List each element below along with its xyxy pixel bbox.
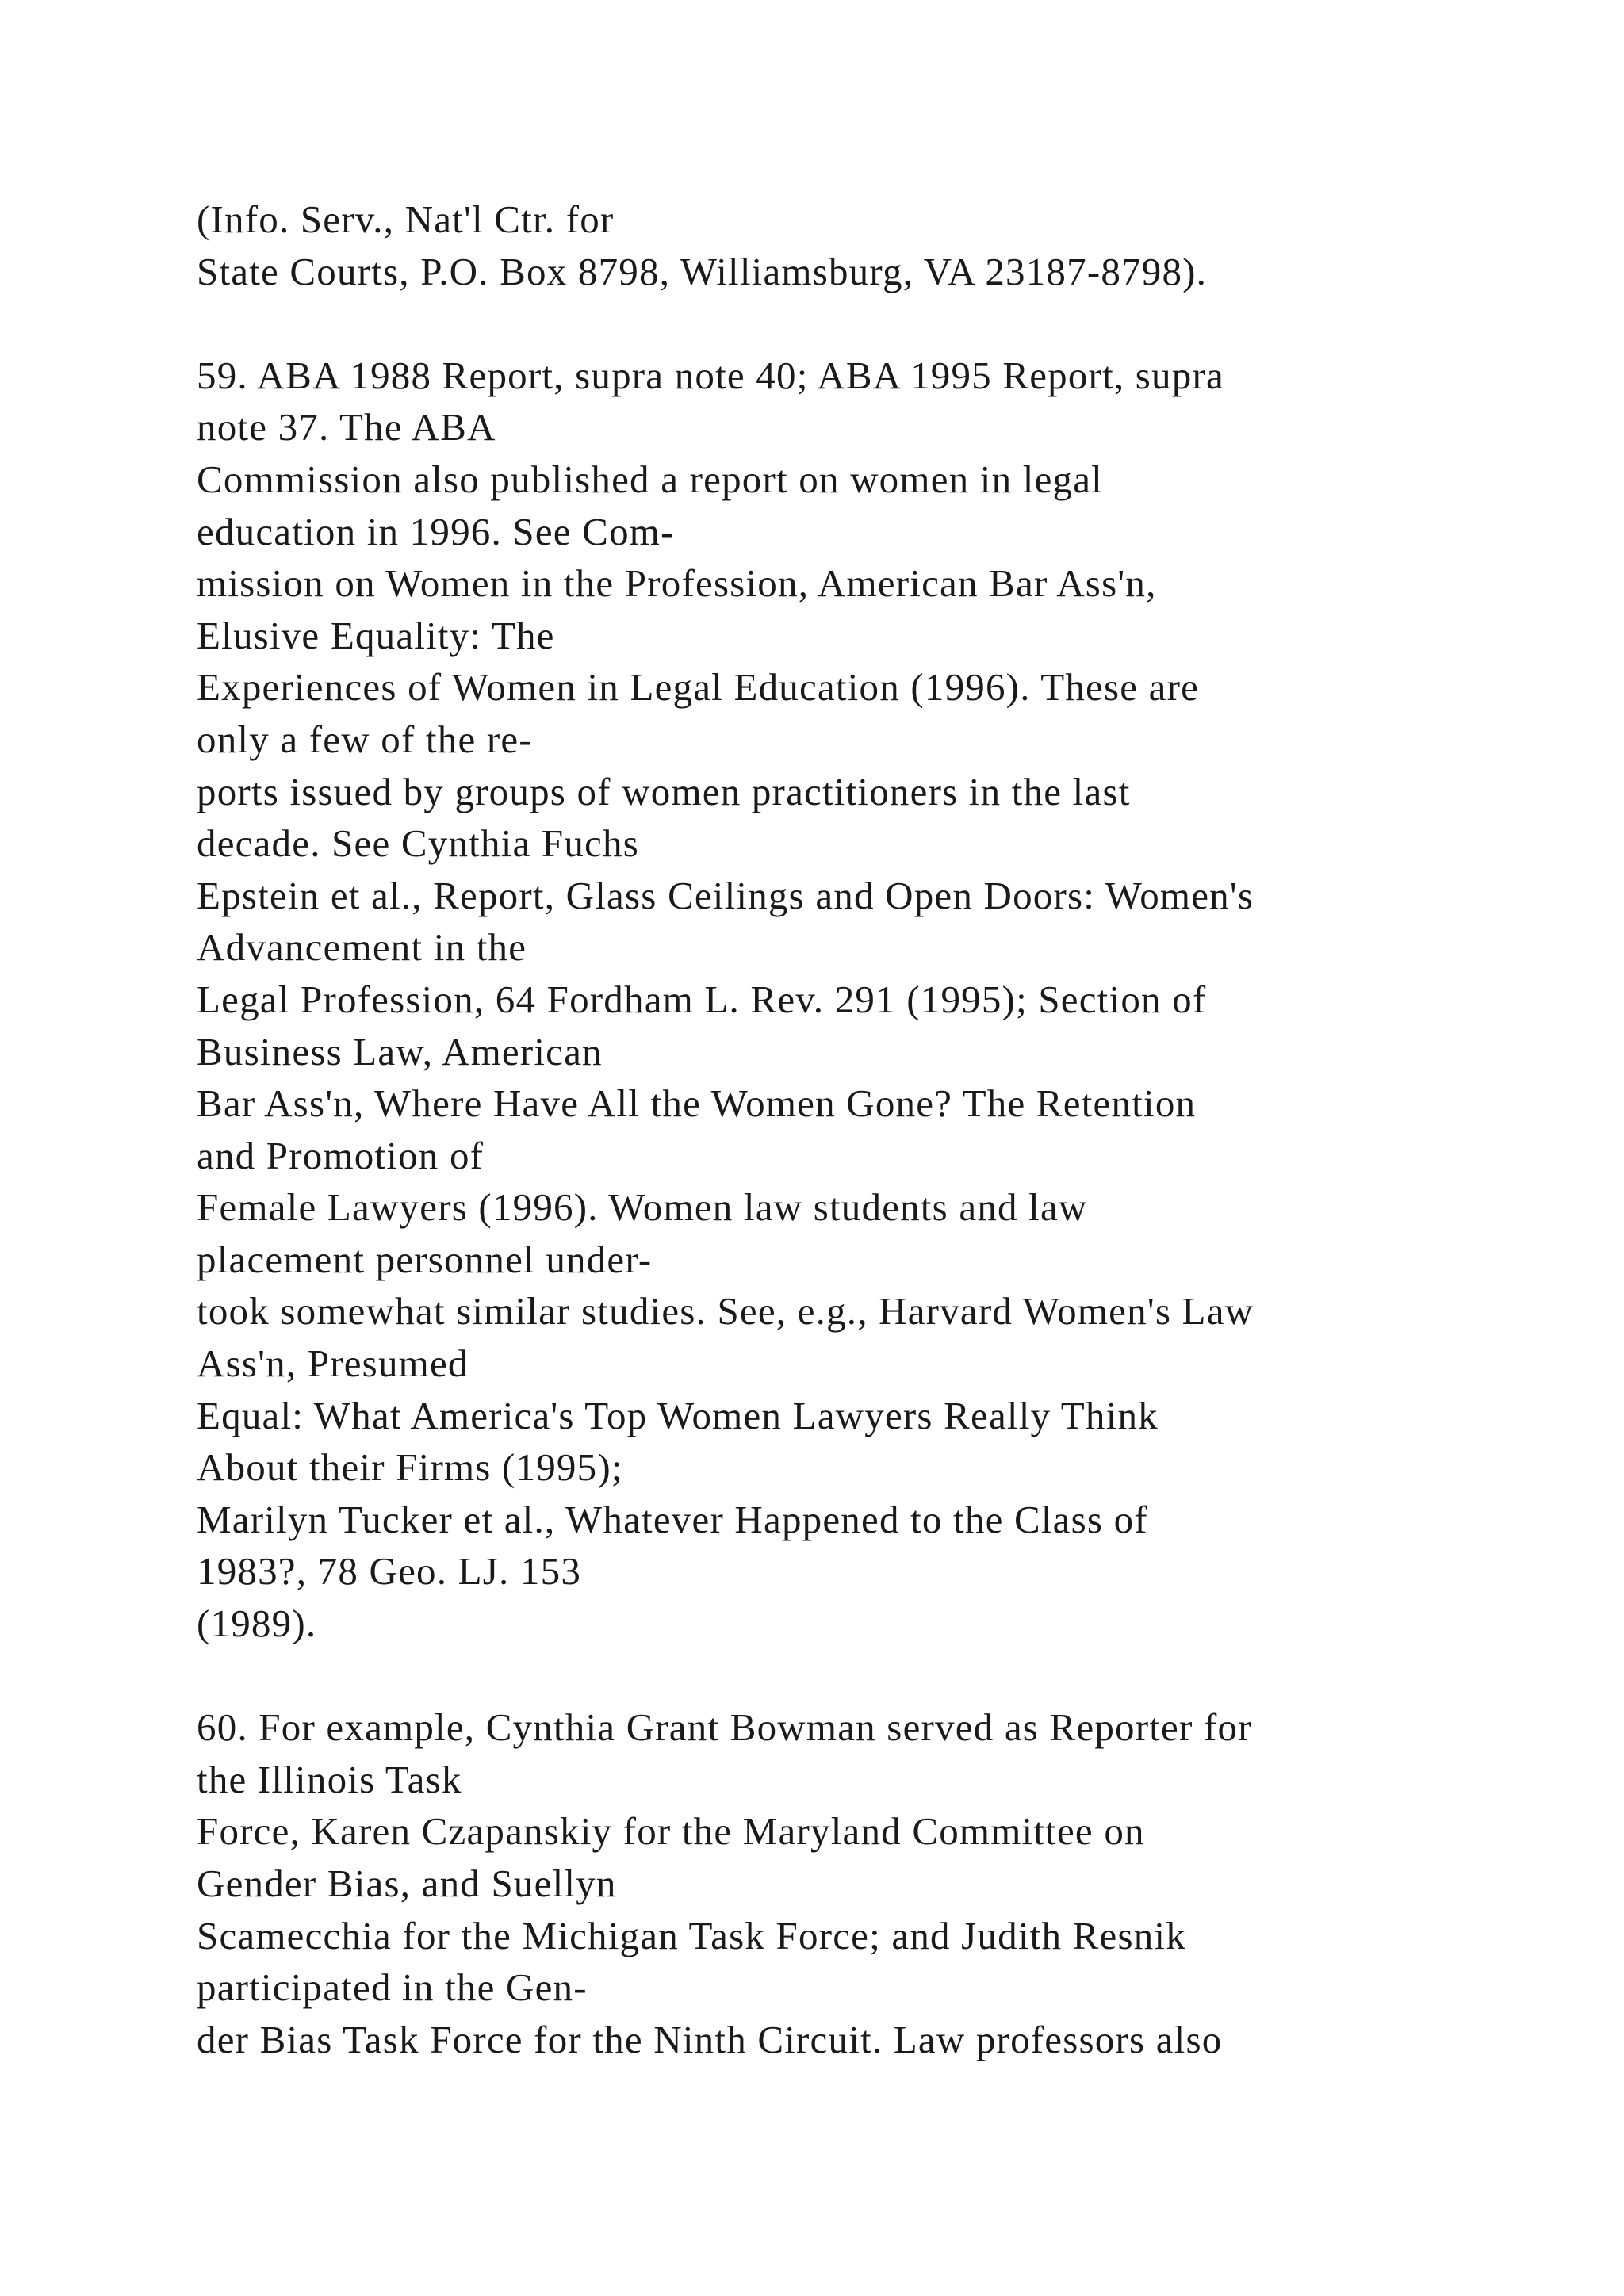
text-line: ports issued by groups of women practitioners in the last — [197, 769, 1131, 813]
text-line: 1983?, 78 Geo. LJ. 153 — [197, 1549, 582, 1594]
text-line: participated in the Gen- — [197, 1965, 588, 2010]
text-line: only a few of the re- — [197, 717, 533, 761]
text-line: placement personnel under- — [197, 1237, 653, 1281]
text-line: Business Law, American — [197, 1029, 603, 1073]
text-line: Elusive Equality: The — [197, 613, 555, 657]
text-line: and Promotion of — [197, 1133, 485, 1177]
text-line: Force, Karen Czapanskiy for the Maryland Committee on — [197, 1809, 1145, 1854]
paragraph-gap — [197, 1650, 1529, 1702]
text-line: the Illinois Task — [197, 1757, 462, 1801]
text-line: Ass'n, Presumed — [197, 1341, 469, 1386]
text-line: Marilyn Tucker et al., Whatever Happened to the Class of — [197, 1497, 1148, 1541]
text-line: Experiences of Women in Legal Education (1996). These are — [197, 665, 1200, 710]
text-line: Female Lawyers (1996). Women law students and law — [197, 1185, 1088, 1230]
text-line: Bar Ass'n, Where Have All the Women Gone? The Retention — [197, 1081, 1197, 1126]
text-line: Advancement in the — [197, 925, 527, 970]
text-line: Gender Bias, and Suellyn — [197, 1862, 617, 1905]
text-line: mission on Women in the Profession, American Bar Ass'n, — [197, 561, 1157, 606]
text-line: (Info. Serv., Nat'l Ctr. for — [197, 197, 615, 241]
text-line: Equal: What America's Top Women Lawyers Really Think — [197, 1393, 1159, 1437]
text-line: 59. ABA 1988 Report, supra note 40; ABA 1995 Report, supra — [197, 353, 1224, 397]
paragraph-gap — [197, 297, 1529, 350]
text-line: took somewhat similar studies. See, e.g., Harvard Women's Law — [197, 1289, 1254, 1334]
text-line: (1989). — [197, 1601, 317, 1646]
text-line: education in 1996. See Com- — [197, 509, 675, 553]
text-line: 60. For example, Cynthia Grant Bowman served as Reporter for — [197, 1705, 1252, 1750]
text-line: der Bias Task Force for the Ninth Circuit. Law professors also — [197, 2017, 1223, 2061]
text-line: Scamecchia for the Michigan Task Force; and Judith Resnik — [197, 1913, 1186, 1957]
text-line: About their Firms (1995); — [197, 1445, 623, 1490]
text-line: Commission also published a report on women in legal — [197, 457, 1103, 501]
text-line: note 37. The ABA — [197, 405, 496, 450]
text-line: State Courts, P.O. Box 8798, Williamsburg, VA 23187-8798). — [197, 249, 1208, 293]
text-line: Epstein et al., Report, Glass Ceilings and Open Doors: Women's — [197, 873, 1254, 917]
document-text — [197, 193, 1529, 2065]
text-line: Legal Profession, 64 Fordham L. Rev. 291 (1995); Section of — [197, 977, 1207, 1021]
text-line: decade. See Cynthia Fuchs — [197, 821, 639, 866]
